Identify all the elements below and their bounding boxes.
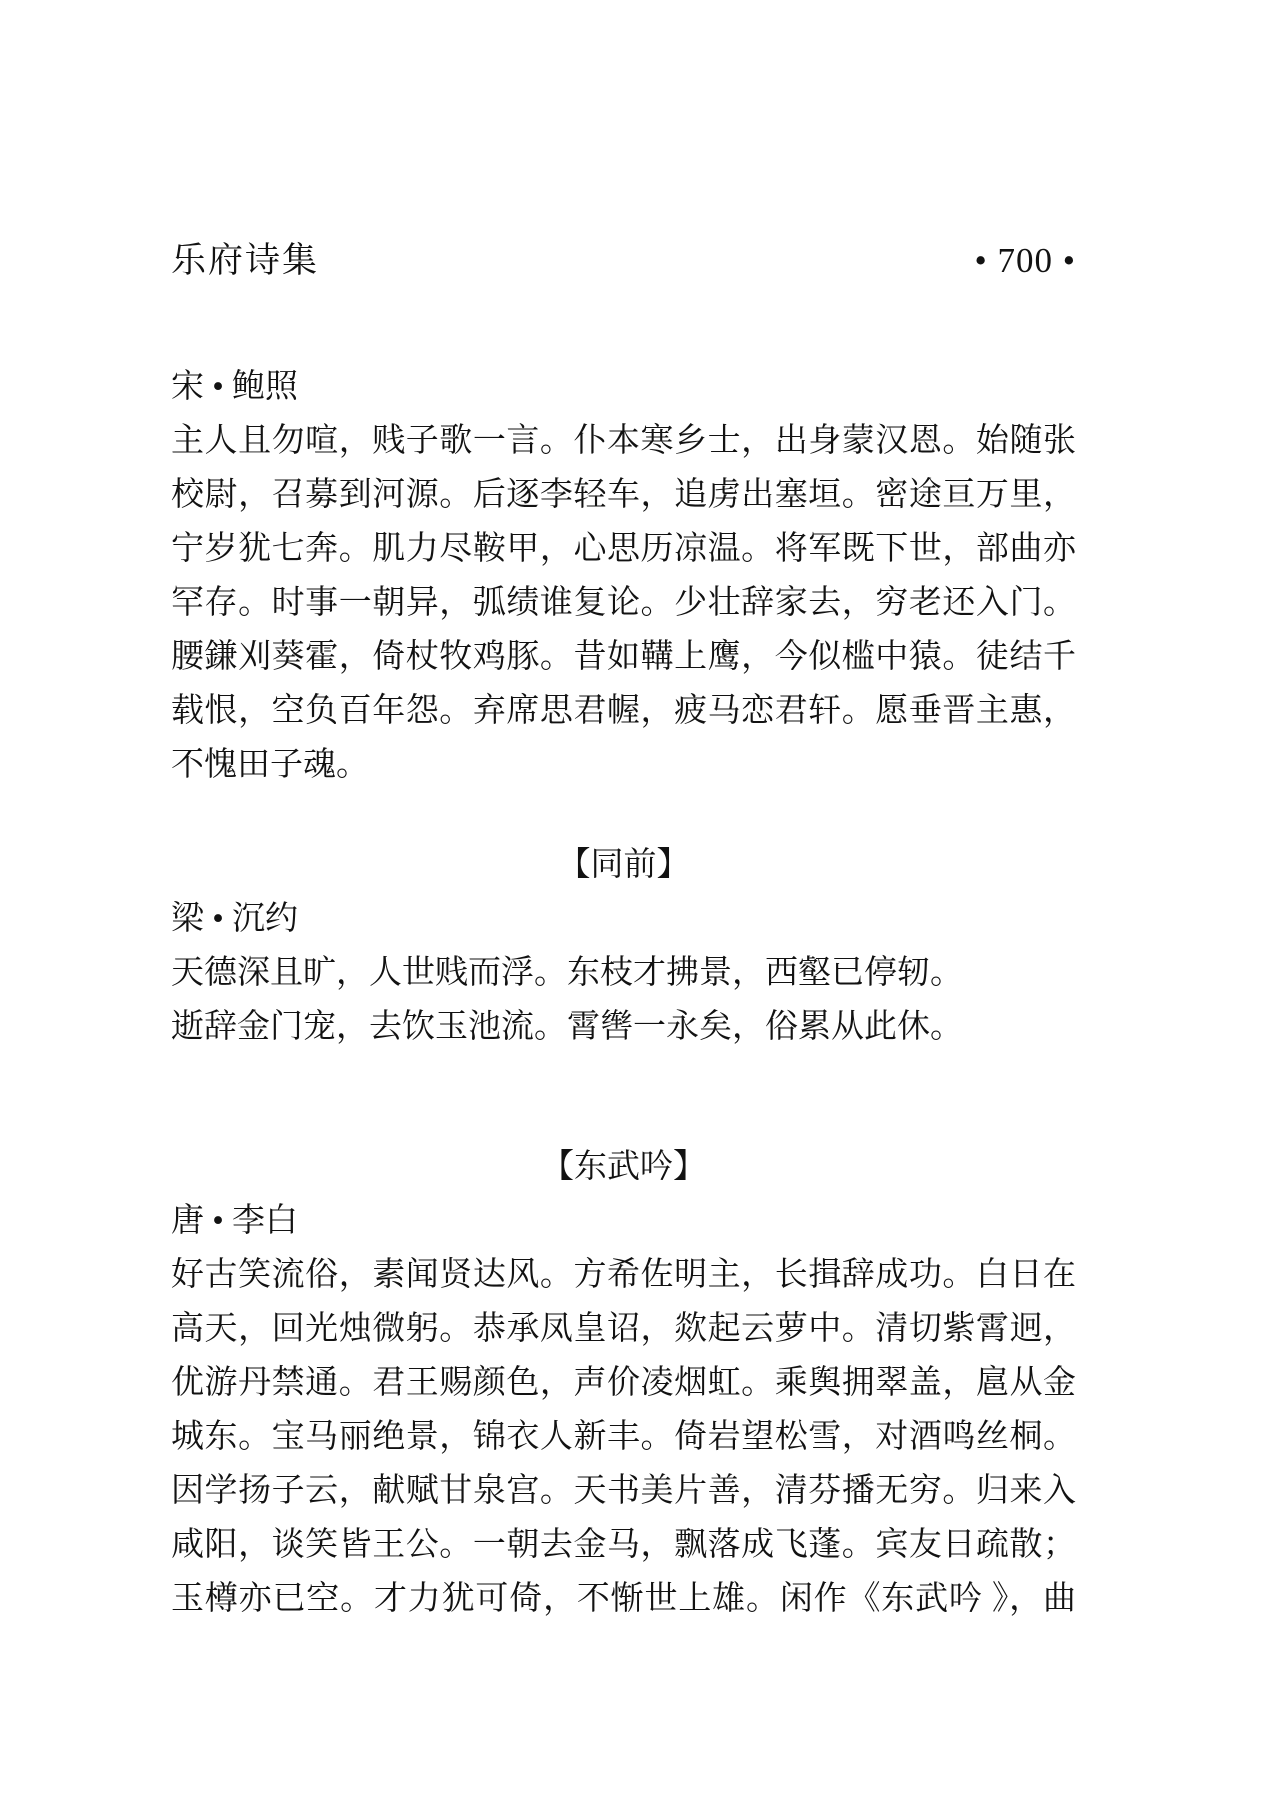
poem-section-tong-qian bbox=[171, 838, 1076, 1054]
poem-body bbox=[171, 414, 1076, 792]
poem-line: 主人且勿喧，贱子歌一言。仆本寒乡士，出身蒙汉恩。始随张 bbox=[171, 423, 1076, 459]
poem-line: 逝辞金门宠，去饮玉池流。霄辔一永矣，俗累从此休。 bbox=[171, 1009, 963, 1045]
poem-line: 因学扬子云，献赋甘泉宫。天书美片善，清芬播无穷。归来入 bbox=[171, 1473, 1076, 1509]
poem-line: 腰鎌刈葵霍，倚杖牧鸡豚。昔如鞲上鹰，今似槛中猿。徒结千 bbox=[171, 639, 1076, 675]
poem-line: 高天，回光烛微躬。恭承凤皇诏，欻起云萝中。清切紫霄迥， bbox=[171, 1311, 1076, 1347]
poem-line: 优游丹禁通。君王赐颜色，声价凌烟虹。乘舆拥翠盖，扈从金 bbox=[171, 1365, 1076, 1401]
poem-line: 载恨，空负百年怨。弃席思君幄，疲马恋君轩。愿垂晋主惠， bbox=[171, 693, 1076, 729]
poem-body bbox=[171, 946, 1076, 1054]
poem-line: 不愧田子魂。 bbox=[171, 747, 369, 783]
poem-line: 城东。宝马丽绝景，锦衣人新丰。倚岩望松雪，对酒鸣丝桐。 bbox=[171, 1419, 1076, 1455]
poem-section-bao-zhao bbox=[171, 360, 1076, 792]
poem-author: 梁 • 沉约 bbox=[171, 901, 299, 937]
poem-title: 【东武吟】 bbox=[541, 1149, 706, 1185]
poem-line: 好古笑流俗，素闻贤达风。方希佐明主，长揖辞成功。白日在 bbox=[171, 1257, 1076, 1293]
poem-line: 玉樽亦已空。才力犹可倚，不惭世上雄。闲作《东武吟 》，曲 bbox=[171, 1581, 1076, 1617]
poem-line: 咸阳，谈笑皆王公。一朝去金马，飘落成飞蓬。宾友日疏散； bbox=[171, 1527, 1076, 1563]
page-header bbox=[171, 234, 1076, 288]
poem-body bbox=[171, 1248, 1076, 1626]
poem-section-dong-wu-yin bbox=[171, 1140, 1076, 1626]
poem-author: 唐 • 李白 bbox=[171, 1203, 299, 1239]
poem-line: 宁岁犹七奔。肌力尽鞍甲，心思历凉温。将军既下世，部曲亦 bbox=[171, 531, 1076, 567]
poem-line: 校尉，召募到河源。后逐李轻车，追虏出塞垣。密途亘万里， bbox=[171, 477, 1076, 513]
poem-line: 天德深且旷，人世贱而浮。东枝才拂景，西壑已停轫。 bbox=[171, 955, 963, 991]
page-number: • 700 • bbox=[974, 241, 1076, 280]
poem-title: 【同前】 bbox=[557, 847, 690, 883]
poem-author: 宋 • 鲍照 bbox=[171, 369, 299, 405]
book-title: 乐府诗集 bbox=[171, 241, 320, 280]
poem-line: 罕存。时事一朝异，弧绩谁复论。少壮辞家去，穷老还入门。 bbox=[171, 585, 1076, 621]
